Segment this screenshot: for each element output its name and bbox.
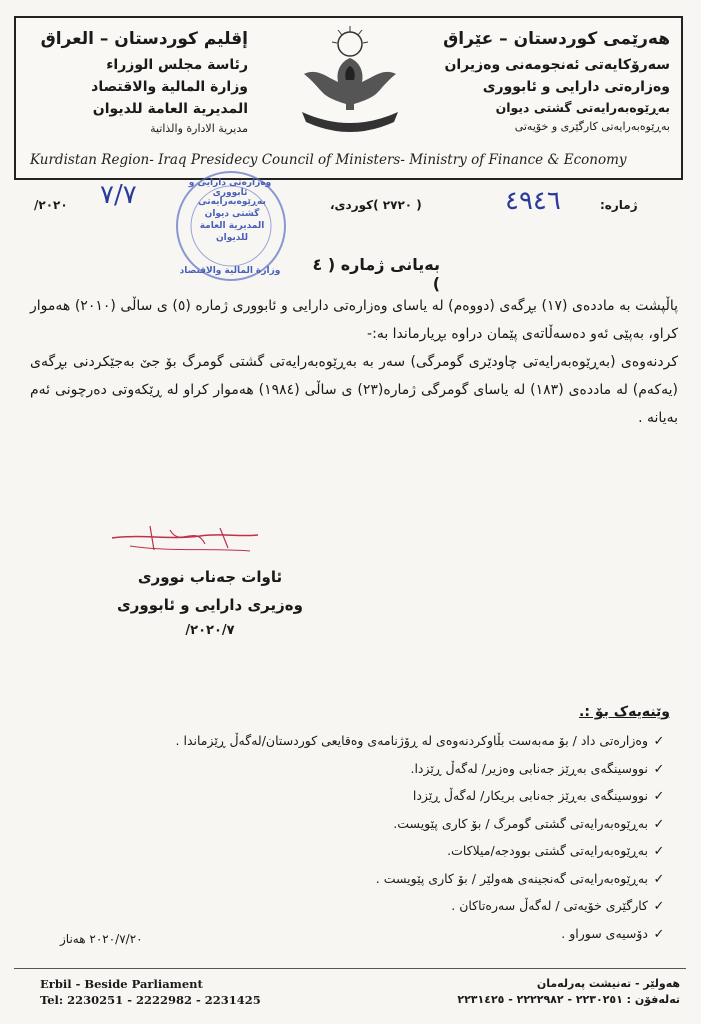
checkmark-icon: ✓ — [653, 761, 665, 777]
admin-kurdish: بەڕێوەبەرایەتی کارگێری و خۆیەتی — [514, 120, 670, 133]
checkmark-icon: ✓ — [653, 899, 665, 914]
list-item — [120, 756, 670, 784]
kurdistan-emblem-icon — [290, 22, 410, 140]
list-item-text: کارگێری خۆیەتی / لەگەڵ سەرەتاکان . — [451, 898, 648, 913]
date-handwritten: ٧/٧ — [100, 180, 137, 210]
typist-date: ٢٠٢٠/٧/٢٠ هەناز — [60, 932, 143, 946]
checkmark-icon: ✓ — [653, 926, 665, 942]
kurdi-number: ( ٢٧٢٠ )كوردى، — [330, 198, 422, 212]
list-item-text: دۆسیەی سوراو . — [561, 925, 648, 941]
list-item-text: وەزارەتی داد / بۆ مەبەست بڵاوکردنەوەی لە ڕۆژنامەی وەقایعی کوردستان/لەگەڵ ڕێزماندا . — [175, 733, 648, 748]
footer-phone: Tel: 2230251 - 2222982 - 2231425 — [40, 993, 261, 1007]
stamp-line: گشتی دیوان — [204, 209, 260, 219]
body-paragraph: پاڵپشت بە ماددەی (١٧) بڕگەی (دووەم) لە یاسای وەزارەتی دارایی و ئابووری ژمارە (٥) ی ساڵی (٢٠١٠) هەموار کراو، بەپێی ئەو دەسەڵاتەی پێمان دراوە بڕیارماندا بە:- — [30, 298, 678, 342]
checkmark-icon: ✓ — [653, 789, 665, 804]
list-item — [120, 811, 670, 839]
checkmark-icon: ✓ — [653, 871, 665, 887]
list-item — [120, 838, 670, 866]
list-item — [120, 921, 670, 949]
letter-body — [30, 292, 678, 432]
stamp-line: المديرية العامة — [199, 221, 265, 231]
statement-title: بەیانی ژمارە ( ٤ ) — [312, 255, 440, 293]
footer-english — [40, 976, 261, 1008]
number-handwritten: ٤٩٤٦ — [505, 186, 561, 216]
signatory-name: ئاوات جەناب نووری — [137, 568, 283, 586]
stamp-line: بەڕێوەبەرایەتی — [198, 197, 266, 207]
stamp-ring-top: وەزارەتی دارایی و ئابووری — [188, 178, 272, 198]
list-item-text: نووسینگەی بەڕێز جەنابی وەزیر/ لەگەڵ ڕێزدا. — [410, 760, 648, 776]
checkmark-icon: ✓ — [653, 734, 665, 749]
list-item — [120, 728, 670, 756]
letterhead-arabic — [28, 24, 248, 138]
letterhead-english: Kurdistan Region- Iraq Presidecy Council of Ministers- Ministry of Finance & Economy — [30, 152, 627, 168]
region-title-kurdish: هەرێمی کوردستان – عێراق — [443, 29, 670, 49]
list-item-text: بەڕێوەبەرایەتی گشتی گومرگ / بۆ کاری پێویست. — [393, 815, 648, 831]
region-title-arabic: إقليم كوردستان – العراق — [40, 29, 248, 49]
checkmark-icon: ✓ — [653, 816, 665, 832]
body-paragraph: کردنەوەی (بەڕێوەبەرایەتی چاودێری گومرگی) سەر بە بەڕێوەبەرایەتی گشتی گومرگ بۆ جێ بەجێکردنی بڕگەی (یەکەم) لە ماددەی (١٨٣) لە یاسای گومرگی ژمارە(٢٣) ی ساڵی (١٩٨٤) هەموار کراو لە ڕێکەوتی دەرچونی ئەم بەیانە . — [30, 354, 678, 426]
signature-date: ٢٠٢٠/٧/ — [185, 623, 235, 638]
letterhead-kurdish — [420, 24, 670, 136]
footer-kurdish — [420, 976, 680, 1008]
signatory-title: وەزیری دارایی و ئابووری — [117, 596, 303, 614]
footer-phone-kurdish: تەلەفۆن : ٢٢٣٠٢٥١ - ٢٢٢٢٩٨٢ - ٢٢٣١٤٢٥ — [457, 993, 680, 1006]
directorate-arabic: المديرية العامة للديوان — [92, 101, 248, 117]
footer-address-kurdish: هەولێر - تەنیشت پەرلەمان — [536, 977, 680, 990]
list-item — [120, 866, 670, 894]
directorate-kurdish: بەڕێوەبەرایەتی گشتی دیوان — [495, 100, 670, 115]
copies-heading: وێنەیەک بۆ :. — [579, 704, 670, 720]
ministry-arabic: وزارة المالية والاقتصاد — [91, 79, 248, 95]
ministry-kurdish: وەزارەتی دارایی و ئابووری — [482, 79, 670, 95]
date-field: ٢٠٢٠/ — [34, 198, 68, 212]
list-item — [120, 783, 670, 811]
footer-divider — [14, 968, 686, 969]
list-item-text: بەڕێوەبەرایەتی گەنجینەی هەولێر / بۆ کاری پێویست . — [375, 870, 648, 886]
council-kurdish: سەرۆکایەتی ئەنجومەنی وەزیران — [444, 57, 670, 73]
copies-list — [120, 728, 670, 948]
number-label: ژمارە: — [600, 198, 638, 212]
list-item — [120, 893, 670, 921]
footer-address: Erbil - Beside Parliament — [40, 977, 203, 991]
stamp-ring-bottom: وزارة المالية والاقتصاد — [179, 266, 281, 276]
signature-block — [100, 515, 320, 643]
list-item-text: بەڕێوەبەرایەتی گشتی بوودجە/میلاکات. — [447, 843, 648, 858]
stamp-line: للديوان — [215, 233, 249, 243]
list-item-text: نووسینگەی بەڕێز جەنابی بریکار/ لەگەڵ ڕێزدا — [412, 788, 648, 803]
council-arabic: رئاسة مجلس الوزراء — [106, 57, 248, 73]
stamp-text — [196, 196, 268, 244]
checkmark-icon: ✓ — [653, 844, 665, 859]
admin-arabic: مديرية الادارة والذاتية — [150, 122, 248, 135]
